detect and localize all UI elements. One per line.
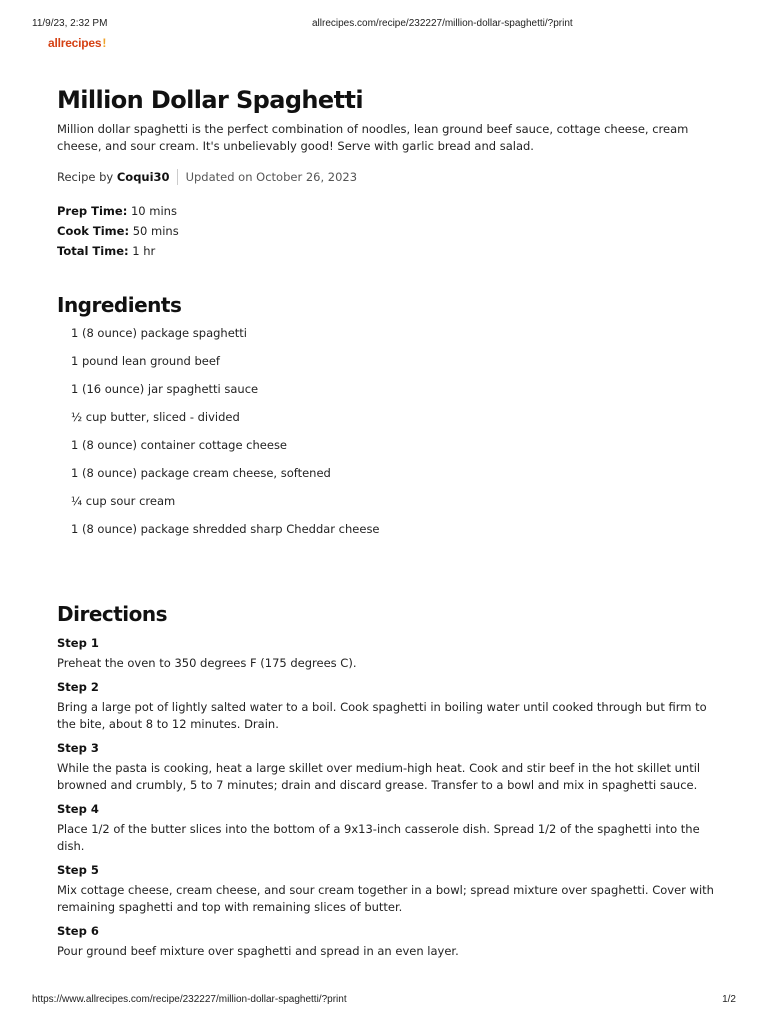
cook-time xyxy=(57,221,717,241)
directions-section xyxy=(57,600,717,960)
direction-step xyxy=(57,923,717,960)
ingredients-heading: Ingredients xyxy=(57,293,182,317)
step-text: While the pasta is cooking, heat a large skillet over medium-high heat. Cook and stir beef in the hot skillet until browned and crumbly, 5 to 7 minutes; drain and discard grease. Transfer to a bowl and mix in spaghetti sauce. xyxy=(57,761,701,792)
step-title: Step 3 xyxy=(57,741,99,755)
direction-step xyxy=(57,679,717,733)
ingredient-item: 1 (8 ounce) container cottage cheese xyxy=(71,438,288,452)
step-text: Bring a large pot of lightly salted water to a boil. Cook spaghetti in boiling water until cooked through but firm to the bite, about 8 to 12 minutes. Drain. xyxy=(57,700,707,731)
print-footer xyxy=(32,994,736,1005)
step-text: Pour ground beef mixture over spaghetti and spread in an even layer. xyxy=(57,944,459,958)
step-title: Step 2 xyxy=(57,680,99,694)
recipe-times xyxy=(57,201,717,261)
ingredient-item: 1 (8 ounce) package shredded sharp Cheddar cheese xyxy=(71,522,380,536)
cook-time-label: Cook Time: xyxy=(57,224,130,238)
step-title: Step 5 xyxy=(57,863,99,877)
byline-prefix: Recipe by xyxy=(57,170,117,184)
recipe-content xyxy=(57,84,717,960)
allrecipes-logo xyxy=(48,36,106,50)
prep-time-label: Prep Time: xyxy=(57,204,128,218)
step-title: Step 6 xyxy=(57,924,99,938)
direction-step xyxy=(57,801,717,855)
step-title: Step 1 xyxy=(57,636,99,650)
ingredients-section xyxy=(57,291,717,537)
print-date: 11/9/23, 2:32 PM xyxy=(32,18,108,29)
step-text: Place 1/2 of the butter slices into the bottom of a 9x13-inch casserole dish. Spread 1/2 of the spaghetti into the dish. xyxy=(57,822,700,853)
direction-step xyxy=(57,740,717,794)
byline-divider xyxy=(177,169,178,185)
ingredient-item: ¼ cup sour cream xyxy=(71,494,176,508)
step-text: Preheat the oven to 350 degrees F (175 degrees C). xyxy=(57,656,357,670)
ingredient-item: 1 (16 ounce) jar spaghetti sauce xyxy=(71,382,259,396)
ingredient-item: 1 (8 ounce) package spaghetti xyxy=(71,326,248,340)
prep-time xyxy=(57,201,717,221)
author-link[interactable]: Coqui30 xyxy=(116,170,170,184)
directions-heading: Directions xyxy=(57,602,168,626)
ingredients-list xyxy=(57,325,717,537)
recipe-description: Million dollar spaghetti is the perfect combination of noodles, lean ground beef sauce, cottage cheese, cream cheese, and sour cream. It's unbelievably good! Serve with garlic bread and salad. xyxy=(57,122,689,153)
step-text: Mix cottage cheese, cream cheese, and sour cream together in a bowl; spread mixture over spaghetti. Cover with remaining spaghetti and top with remaining slices of butter. xyxy=(57,883,714,914)
ingredient-item: 1 (8 ounce) package cream cheese, softened xyxy=(71,466,331,480)
updated-date: Updated on October 26, 2023 xyxy=(185,170,358,184)
cook-time-value: 50 mins xyxy=(129,224,179,238)
ingredient-item: 1 pound lean ground beef xyxy=(71,354,220,368)
logo-text: allrecipes xyxy=(48,36,102,50)
page-number: 1/2 xyxy=(722,994,736,1005)
step-title: Step 4 xyxy=(57,802,99,816)
total-time xyxy=(57,241,717,261)
footer-url: https://www.allrecipes.com/recipe/232227/million-dollar-spaghetti/?print xyxy=(32,994,347,1005)
prep-time-value: 10 mins xyxy=(127,204,177,218)
ingredient-item: ½ cup butter, sliced - divided xyxy=(71,410,240,424)
print-url: allrecipes.com/recipe/232227/million-dollar-spaghetti/?print xyxy=(312,18,573,29)
spoon-icon: ! xyxy=(102,36,107,50)
recipe-title: Million Dollar Spaghetti xyxy=(57,86,363,114)
total-time-label: Total Time: xyxy=(57,244,129,258)
total-time-value: 1 hr xyxy=(128,244,156,258)
direction-step xyxy=(57,635,717,672)
direction-step xyxy=(57,862,717,916)
recipe-byline xyxy=(57,169,717,185)
